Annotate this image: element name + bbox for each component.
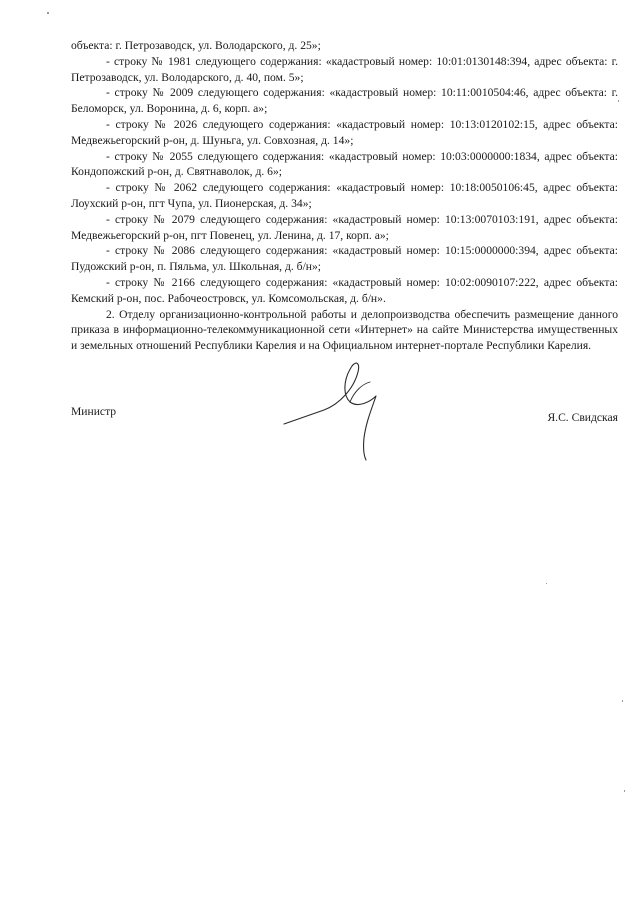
document-body	[71, 38, 618, 354]
scan-speck	[624, 790, 625, 792]
paragraph-2-publication: 2. Отделу организационно-контрольной работы и делопроизводства обеспечить размещение данного приказа в информационно-телекоммуникационной сети «Интернет» на сайте Министерства имущественных и земельных отношений Республики Карелия и на Официальном интернет-портале Республики Карелия.	[71, 307, 618, 353]
list-item-2026: - строку № 2026 следующего содержания: «кадастровый номер: 10:13:0120102:15, адрес объекта: Медвежьегорский р-он, д. Шуньга, ул. Совхозная, д. 14»;	[71, 117, 618, 147]
list-item-2166: - строку № 2166 следующего содержания: «кадастровый номер: 10:02:0090107:222, адрес объекта: Кемский р-он, пос. Рабочеостровск, ул. Комсомольская, д. б/н».	[71, 275, 618, 305]
list-item-2009: - строку № 2009 следующего содержания: «кадастровый номер: 10:11:0010504:46, адрес объекта: г. Беломорск, ул. Воронина, д. 6, корп. а»;	[71, 86, 618, 116]
list-item-2079: - строку № 2079 следующего содержания: «кадастровый номер: 10:13:0070103:191, адрес объекта: Медвежьегорский р-он, пгт Повенец, ул. Ленина, д. 17, корп. а»;	[71, 212, 618, 242]
signer-title: Министр	[71, 405, 117, 418]
list-item-1981: - строку № 1981 следующего содержания: «кадастровый номер: 10:01:0130148:394, адрес объекта: г. Петрозаводск, ул. Володарского, д. 40, пом. 5»;	[71, 54, 618, 84]
list-item-2062: - строку № 2062 следующего содержания: «кадастровый номер: 10:18:0050106:45, адрес объекта: Лоухский р-он, пгт Чупа, ул. Пионерская, д. 34»;	[71, 181, 618, 210]
scan-speck	[546, 583, 547, 584]
signer-name: Я.С. Свидская	[547, 411, 618, 424]
scan-speck	[47, 12, 49, 14]
list-item-2055: - строку № 2055 следующего содержания: «кадастровый номер: 10:03:0000000:1834, адрес объекта: Кондопожский р-он, д. Святнаволок, д. 6»;	[71, 149, 618, 179]
list-item-2086: - строку № 2086 следующего содержания: «кадастровый номер: 10:15:0000000:394, адрес объекта: Пудожский р-он, п. Пяльма, ул. Школьная, д. б/н»;	[71, 244, 618, 274]
scan-speck	[618, 100, 619, 102]
paragraph-0: объекта: г. Петрозаводск, ул. Володарского, д. 25»;	[71, 39, 321, 52]
scan-speck	[622, 700, 623, 702]
handwritten-signature	[280, 352, 400, 462]
